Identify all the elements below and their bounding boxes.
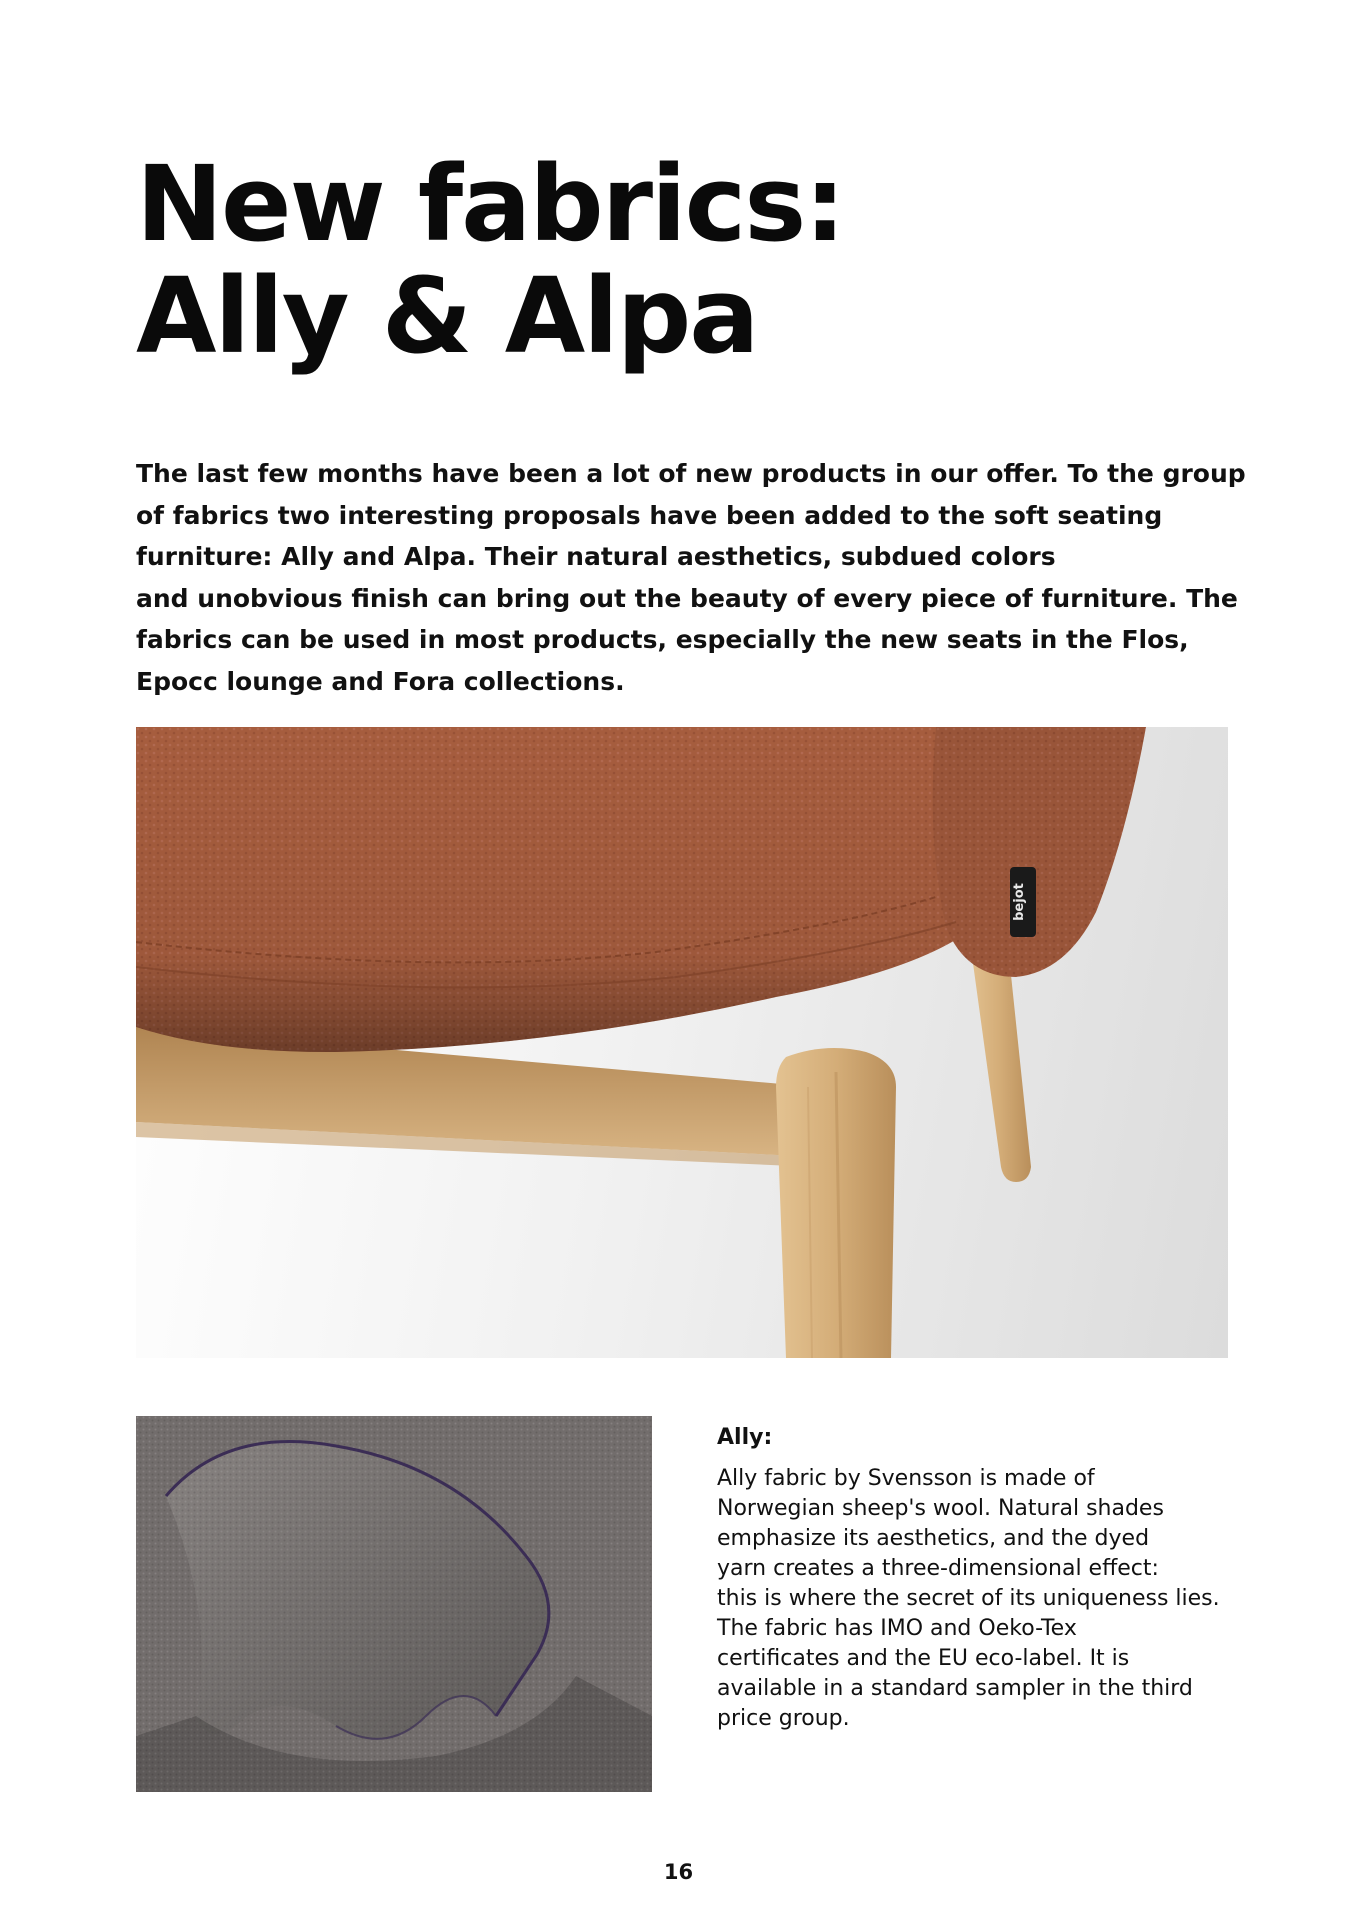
- page-title-line: New fabrics:: [136, 143, 844, 265]
- intro-paragraph: [136, 453, 1246, 702]
- page-number: 16: [663, 1860, 694, 1884]
- fabric-photo: [136, 1416, 652, 1792]
- ally-line: Norwegian sheep's wool. Natural shades: [717, 1496, 1164, 1521]
- intro-line: of fabrics two interesting proposals have been added to the soft seating: [136, 500, 1163, 530]
- ally-line: yarn creates a three-dimensional effect:: [717, 1556, 1159, 1581]
- chair-photo: [136, 727, 1228, 1358]
- intro-line: and unobvious finish can bring out the beauty of every piece of furniture. The: [136, 583, 1238, 613]
- page-title: [136, 143, 844, 377]
- intro-line: furniture: Ally and Alpa. Their natural aesthetics, subdued colors: [136, 542, 1056, 571]
- intro-line: fabrics can be used in most products, especially the new seats in the Flos,: [136, 625, 1189, 654]
- ally-line: Ally fabric by Svensson is made of: [717, 1466, 1095, 1491]
- ally-description: [717, 1464, 1220, 1734]
- brand-tag-text: bejot: [1012, 883, 1027, 921]
- ally-heading: Ally:: [717, 1425, 773, 1450]
- ally-line: available in a standard sampler in the third: [717, 1676, 1193, 1701]
- ally-line: certificates and the EU eco-label. It is: [717, 1646, 1130, 1671]
- ally-line: The fabric has IMO and Oeko-Tex: [717, 1616, 1077, 1641]
- intro-line: Epocc lounge and Fora collections.: [136, 666, 625, 696]
- page-title-line: Ally & Alpa: [136, 255, 758, 377]
- ally-line: price group.: [717, 1706, 850, 1731]
- ally-line: emphasize its aesthetics, and the dyed: [717, 1526, 1150, 1551]
- ally-line: this is where the secret of its uniqueness lies.: [717, 1586, 1220, 1611]
- intro-line: The last few months have been a lot of new products in our offer. To the group: [136, 459, 1246, 488]
